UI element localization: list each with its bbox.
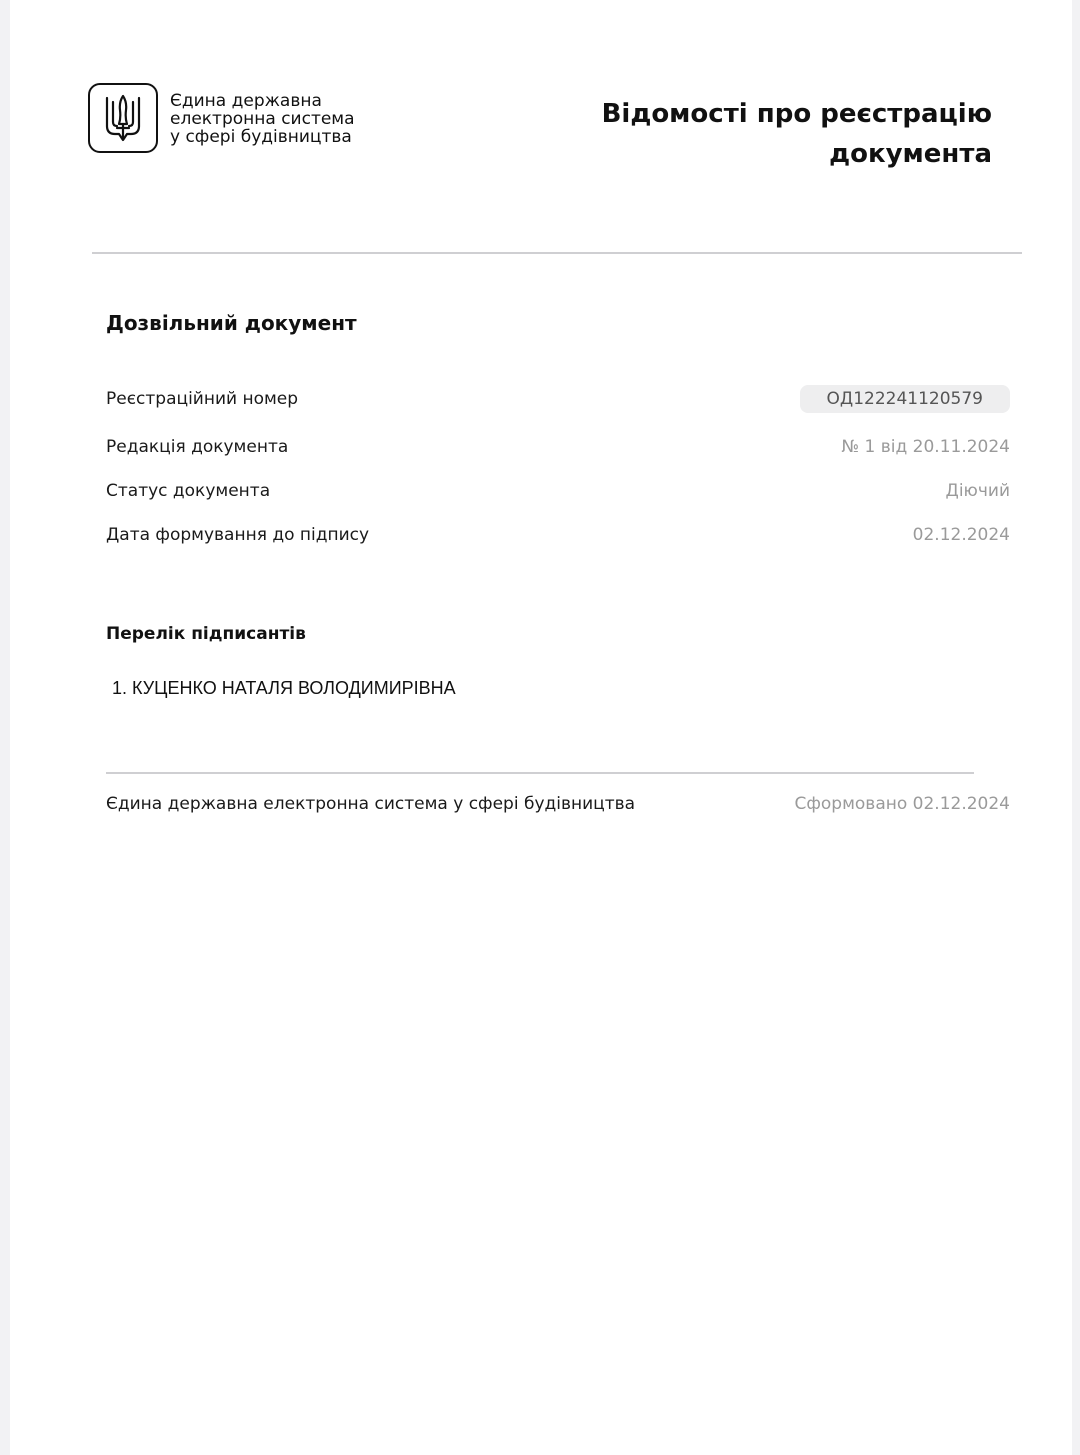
info-row-registration-number [106,384,1010,414]
signers-title: Перелік підписантів [106,624,306,644]
footer-system-name: Єдина державна електронна система у сфері будівництва [106,794,636,814]
row-label: Дата формування до підпису [106,525,370,545]
footer [106,794,1010,814]
footer-divider [106,772,974,774]
logo-caption-line: електронна система [170,109,355,129]
document-page [10,0,1072,1455]
signer-list-item: 1. КУЦЕНКО НАТАЛЯ ВОЛОДИМИРІВНА [112,678,456,698]
info-row-status [106,476,1010,506]
row-label: Реєстраційний номер [106,389,299,409]
trident-emblem-icon [88,83,158,153]
info-row-revision [106,432,1010,462]
info-row-signing-date [106,520,1010,550]
registration-number-badge: ОД122241120579 [800,385,1010,413]
page-title-line: Відомості про реєстрацію [601,99,992,129]
logo-caption [170,92,355,146]
footer-generated-date: Сформовано 02.12.2024 [794,794,1010,814]
row-value: № 1 від 20.11.2024 [841,437,1010,457]
page-title-line: документа [829,139,992,169]
logo-caption-line: Єдина державна [170,91,322,111]
status-value: Діючий [945,481,1010,501]
row-label: Редакція документа [106,437,289,457]
row-label: Статус документа [106,481,271,501]
page-title [532,94,992,174]
row-value: 02.12.2024 [912,525,1010,545]
section-title: Дозвільний документ [106,311,357,335]
logo-caption-line: у сфері будівництва [170,127,352,147]
header-divider [92,252,1022,254]
